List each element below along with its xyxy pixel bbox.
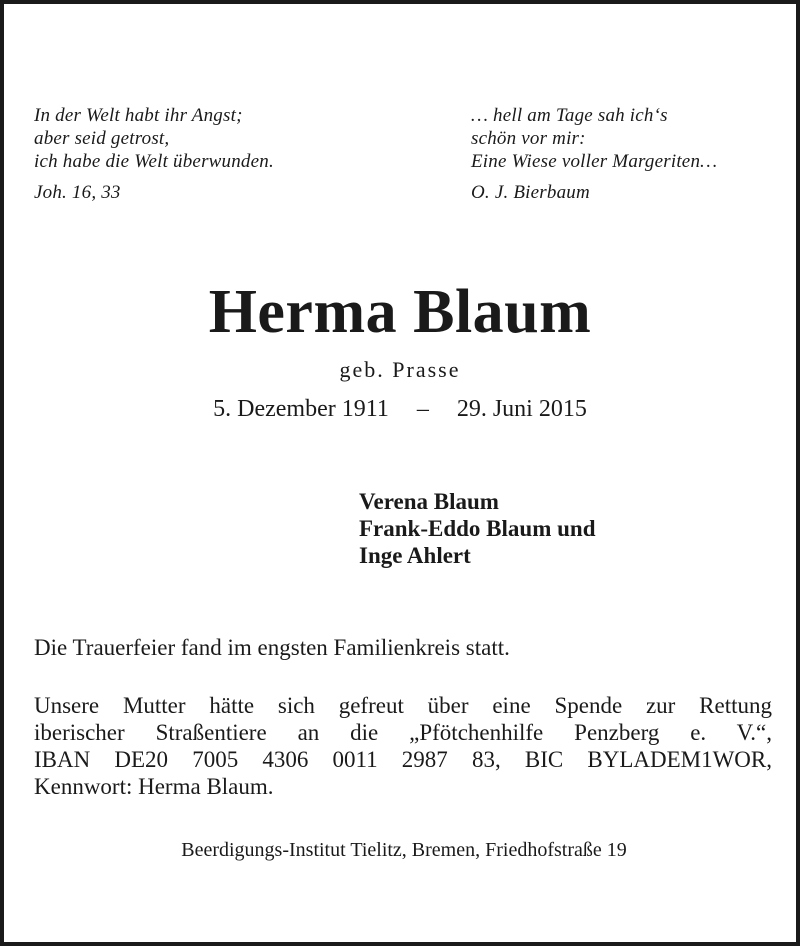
donation-line: IBAN DE20 7005 4306 0011 2987 83, BIC BYLADEM1WOR, — [34, 747, 772, 772]
death-date: 29. Juni 2015 — [456, 396, 587, 422]
quote-line: ich habe die Welt überwunden. — [34, 151, 274, 172]
quote-line: … hell am Tage sah ich‘s — [471, 105, 668, 126]
poem-quote — [471, 104, 717, 204]
mourner-name: Inge Ahlert — [359, 543, 471, 568]
date-separator: – — [416, 396, 429, 422]
bible-quote — [34, 104, 274, 204]
funeral-home: Beerdigungs-Institut Tielitz, Bremen, Friedhofstraße 19 — [181, 839, 627, 861]
donation-line: Kennwort: Herma Blaum. — [34, 774, 274, 799]
birth-name: geb. Prasse — [339, 357, 461, 382]
donation-request — [34, 692, 772, 800]
funeral-notice: Die Trauerfeier fand im engsten Familienkreis statt. — [34, 635, 510, 660]
deceased-name: Herma Blaum — [208, 278, 592, 346]
mourners-list — [359, 488, 595, 569]
quote-line: schön vor mir: — [471, 128, 586, 149]
quote-source: O. J. Bierbaum — [471, 182, 590, 203]
quote-source: Joh. 16, 33 — [34, 182, 121, 203]
life-dates — [4, 394, 796, 424]
birth-date: 5. Dezember 1911 — [213, 396, 389, 422]
mourner-name: Verena Blaum — [359, 489, 499, 514]
donation-line: iberischer Straßentiere an die „Pfötchenhilfe Penzberg e. V.“, — [34, 720, 772, 745]
quote-line: aber seid getrost, — [34, 128, 170, 149]
quote-line: In der Welt habt ihr Angst; — [34, 105, 243, 126]
donation-line: Unsere Mutter hätte sich gefreut über eine Spende zur Rettung — [34, 693, 772, 718]
mourner-name: Frank-Eddo Blaum und — [359, 516, 596, 541]
quote-line: Eine Wiese voller Margeriten… — [471, 151, 718, 172]
